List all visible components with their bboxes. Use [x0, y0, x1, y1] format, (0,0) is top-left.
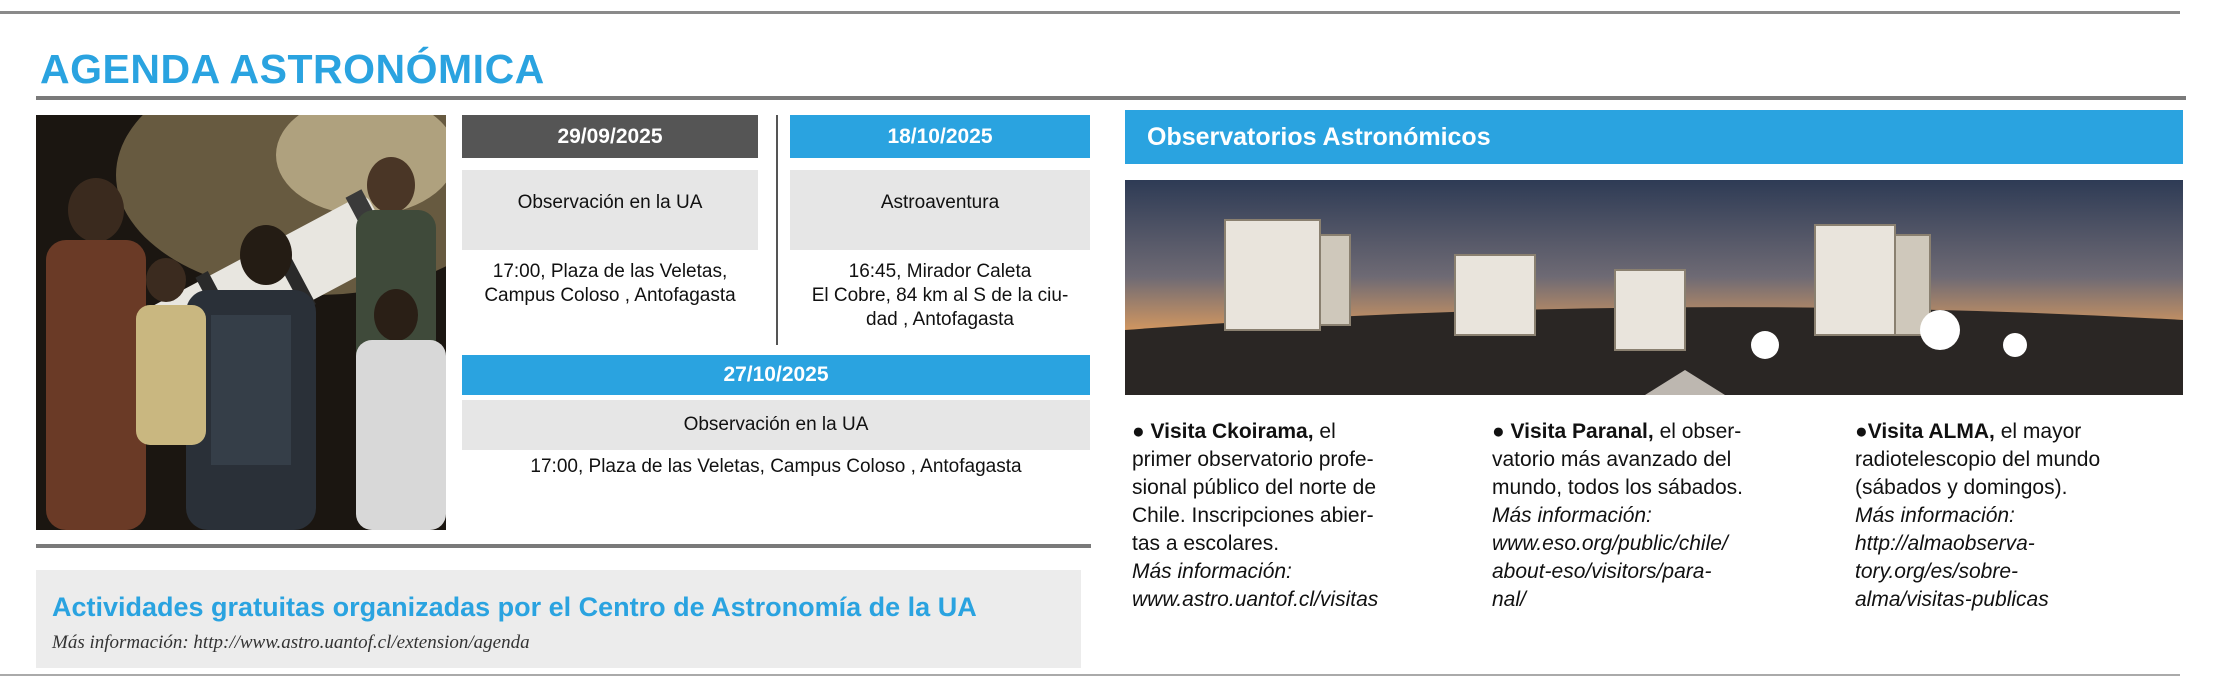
event-activity-box-2: [790, 170, 1090, 250]
visit-paranal-info-line-1[interactable]: www.eso.org/public/chile/: [1492, 532, 1728, 555]
events-bottom-rule: [36, 544, 1091, 548]
visit-paranal-line-1: el obser-: [1659, 420, 1742, 443]
bullet-icon: ●: [1855, 420, 1868, 443]
visit-ckoirama-line-2: primer observatorio profe-: [1132, 448, 1374, 471]
event-activity-box-1: [462, 170, 758, 250]
footer-info[interactable]: Más información: http://www.astro.uantof.cl/extension/agenda: [52, 632, 530, 653]
visit-ckoirama-info-url[interactable]: www.astro.uantof.cl/visitas: [1132, 588, 1379, 611]
visit-ckoirama-line-3: sional público del norte de: [1132, 476, 1377, 499]
page-title: AGENDA ASTRONÓMICA: [40, 46, 545, 92]
visit-ckoirama-line-1: el: [1319, 420, 1336, 443]
event-place-1-line-1: 17:00, Plaza de las Veletas,: [492, 261, 728, 282]
visit-paranal-line-2: vatorio más avanzado del: [1492, 448, 1732, 471]
visit-ckoirama-info-label: Más información:: [1132, 560, 1292, 583]
observatory-photo-art: [1125, 180, 2183, 395]
event-place-2: [790, 260, 1090, 332]
event-place-2-line-2: El Cobre, 84 km al S de la ciu-: [811, 285, 1069, 306]
telescope-observation-photo: [36, 115, 446, 530]
event-activity-2: Astroaventura: [880, 192, 1000, 213]
event-divider: [776, 115, 778, 345]
visit-ckoirama-line-5: tas a escolares.: [1132, 532, 1280, 555]
visit-paranal-line-3: mundo, todos los sábados.: [1492, 476, 1743, 499]
event-activity-box-3: [462, 400, 1090, 450]
event-date-3: 27/10/2025: [462, 355, 1090, 395]
visit-ckoirama-name: Visita Ckoirama,: [1150, 420, 1314, 443]
observatory-photo: [1125, 180, 2183, 395]
visit-paranal-info-line-3[interactable]: nal/: [1492, 588, 1526, 611]
event-place-2-line-3: dad , Antofagasta: [866, 309, 1014, 330]
event-place-3: 17:00, Plaza de las Veletas, Campus Coloso , Antofagasta: [530, 456, 1022, 477]
observatories-header: Observatorios Astronómicos: [1125, 110, 2183, 164]
visit-alma-info-line-2[interactable]: tory.org/es/sobre-: [1855, 560, 2019, 583]
visit-alma-name: Visita ALMA,: [1867, 420, 1995, 443]
visit-alma-info-line-3[interactable]: alma/visitas-publicas: [1855, 588, 2049, 611]
bullet-icon: ●: [1132, 420, 1145, 443]
visit-alma: [1855, 418, 2185, 614]
event-place-1-line-2: Campus Coloso , Antofagasta: [484, 285, 736, 306]
event-activity-3: Observación en la UA: [683, 414, 869, 435]
telescope-photo-art: [36, 115, 446, 530]
top-rule: [0, 11, 2180, 14]
event-activity-1: Observación en la UA: [517, 192, 703, 213]
footer-title: Actividades gratuitas organizadas por el Centro de Astronomía de la UA: [52, 592, 977, 622]
visit-alma-info-label: Más información:: [1855, 504, 2015, 527]
visit-alma-line-2: radiotelescopio del mundo: [1855, 448, 2101, 471]
visit-paranal-info-line-2[interactable]: about-eso/visitors/para-: [1492, 560, 1712, 583]
event-date-2: 18/10/2025: [790, 115, 1090, 158]
title-rule: [36, 96, 2186, 100]
visit-ckoirama: [1132, 418, 1472, 614]
visit-paranal-name: Visita Paranal,: [1510, 420, 1654, 443]
visit-alma-info-line-1[interactable]: http://almaobserva-: [1855, 532, 2035, 555]
visit-alma-line-3: (sábados y domingos).: [1855, 476, 2068, 499]
visit-paranal: [1492, 418, 1832, 614]
visit-alma-line-1: el mayor: [2000, 420, 2082, 443]
event-date-1: 29/09/2025: [462, 115, 758, 158]
visit-ckoirama-line-4: Chile. Inscripciones abier-: [1132, 504, 1374, 527]
event-place-1: [462, 260, 758, 308]
event-place-2-line-1: 16:45, Mirador Caleta: [848, 261, 1032, 282]
bullet-icon: ●: [1492, 420, 1505, 443]
visit-paranal-info-label: Más información:: [1492, 504, 1652, 527]
bottom-rule: [0, 674, 2180, 676]
